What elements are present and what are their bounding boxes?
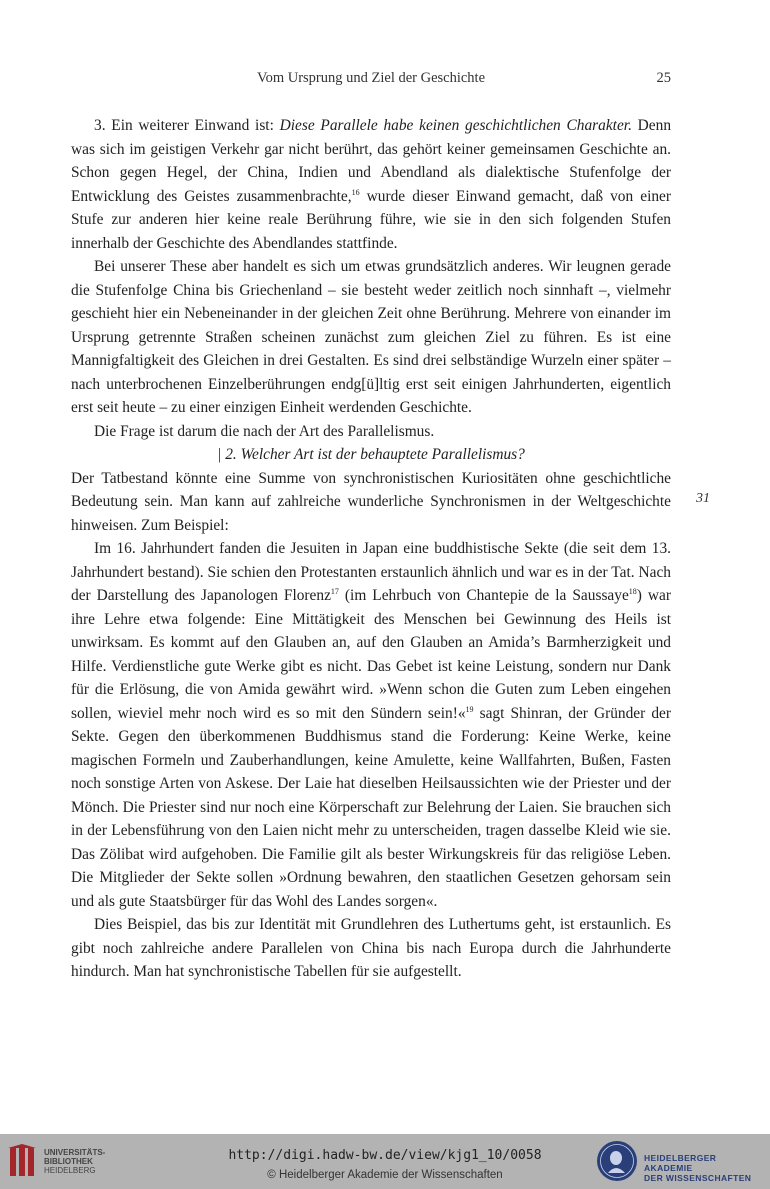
paragraph-text: sagt Shinran, der Gründer der Sekte. Gegen den überkommenen Buddhismus stand die Forderung: Keine Werke, keine magischen Formeln und Zauberhandlungen, keine Amulette, keine Wallfahrten, Bußen, Fasten noch sonstige Arten von Askese. Der Laie hat dieselben Heilsaussichten wie der Priester und der Mönch. Die Priester sind nur noch eine Körperschaft zur Belehrung der Laien. Sie brauchen sich in der Lebensführung von den Laien nicht mehr zu unterscheiden, tragen dasselbe Kleid wie sie. Das Zölibat wird aufgehoben. Die Familie gilt als bester Wirkungskreis für das religiöse Leben. Die Mitglieder der Sekte sollen »Ordnung bewahren, den staatlichen Gesetzen gehorsam sein und als gute Staatsbürger für das Wohl des Landes sorgen«. [71, 704, 671, 910]
paragraph-text: Denn was sich im geistigen Verkehr gar nicht berührt, das gehört keiner gemeinsamen Geschichte an. Schon gegen Hegel, der China, Indien und Abendland als dialektische Stufenfolge der Entwicklung des Geistes zusammenbrachte, [71, 117, 672, 205]
paragraph-example [71, 537, 671, 913]
paragraph-thesis: Bei unserer These aber handelt es sich um etwas grundsätzlich anderes. Wir leugnen gerade die Stufenfolge China bis Griechenland – sie besteht weder zeitlich noch sinnhaft –, vielmehr geschieht hier ein Nebeneinander in der gleichen Zeit ohne Berührung. Mehrere von einander im Ursprung getrennte Straßen scheinen zunächst zum gleichen Ziel zu führen. Es ist eine Mannigfaltigkeit des Gleichen in drei Gestalten. Es sind drei selbständige Wurzeln einer später – nach unterbrochenen Einzelberührungen endg[ü]ltig erst seit einigen Jahrhunderten, eigentlich erst seit heute – zu einer einzigen Einheit werdenden Geschichte. [71, 258, 671, 416]
paragraph-text: Im 16. Jahrhundert fanden die Jesuiten in Japan eine buddhistische Sekte (die seit dem 13. Jahrhundert bestand). Sie schien den Protestanten erstaunlich ähnlich und war es in der Tat. Nach der Darstellung des Japanologen Florenz [71, 540, 671, 604]
academy-logo-text [644, 1153, 766, 1183]
library-logo-line: HEIDELBERG [44, 1166, 96, 1175]
margin-page-reference: 31 [696, 491, 710, 506]
library-logo-line: BIBLIOTHEK [44, 1157, 93, 1166]
footnote-ref-17[interactable]: 17 [330, 587, 339, 596]
copyright-notice: © Heidelberger Akademie der Wissenschaften [267, 1169, 503, 1181]
academy-seal-icon [596, 1140, 638, 1182]
footnote-ref-16[interactable]: 16 [351, 187, 360, 197]
footnote-ref-19[interactable]: 19 [465, 704, 474, 714]
library-logo-line: UNIVERSITÄTS- [44, 1148, 106, 1157]
footer-bar [0, 1134, 770, 1189]
emphasized-thesis: Diese Parallele habe keinen geschichtlichen Charakter. [279, 117, 632, 134]
running-head [71, 70, 671, 90]
permalink-url[interactable]: http://digi.hadw-bw.de/view/kjg1_10/0058 [228, 1148, 542, 1163]
paragraph-text: wurde dieser Einwand gemacht, daß von einer Stufe zur anderen hier keine reale Berührung führe, wie sie in den sich folgenden Stufen innerhalb der Geschichte des Abendlandes stattfinde. [71, 187, 671, 252]
paragraph-text: ) war ihre Lehre etwa folgende: Eine Mittätigkeit des Menschen bei Gewinnung des Heils ist unwirksam. Es kommt auf den Glauben an, auf den Glauben an Amida’s Barmherzigkeit und Hilfe. Verdienstliche gute Werke gibt es nicht. Das Gebet ist keine Leistung, sondern nur Dank für die Erlösung, die von Amida gewährt wird. »Wenn schon die Guten zum Leben eingehen sollen, wieviel mehr noch wird es so mit den Sündern sein!« [71, 587, 671, 722]
section-heading: | 2. Welcher Art ist der behauptete Parallelismus? [217, 446, 525, 463]
academy-logo[interactable] [596, 1140, 766, 1184]
academy-logo-line: HEIDELBERGER AKADEMIE [644, 1153, 717, 1173]
paragraph-synchronisms: Der Tatbestand könnte eine Summe von synchronistischen Kuriositäten ohne geschichtliche Bedeutung sein. Man kann auf zahlreiche wunderliche Synchronismen in der Weltgeschichte hinweisen. Zum Beispiel: [71, 469, 671, 534]
main-text [71, 114, 671, 984]
paragraph-conclusion: Dies Beispiel, das bis zur Identität mit Grundlehren des Luthertums geht, ist erstaunlich. Es gibt noch zahlreiche andere Parallelen von China bis nach Europa durch die Jahrhunderte hindurch. Man hat synchronistische Tabellen für sie aufgestellt. [71, 916, 671, 980]
paragraph-text: (im Lehrbuch von Chantepie de la Saussaye [338, 587, 629, 604]
footnote-ref-18[interactable]: 18 [628, 587, 637, 596]
paragraph-question: Die Frage ist darum die nach der Art des Parallelismus. [94, 422, 435, 440]
paragraph-text: 3. Ein weiterer Einwand ist: [94, 117, 280, 134]
running-title: Vom Ursprung und Ziel der Geschichte [256, 70, 486, 86]
academy-logo-line: DER WISSENSCHAFTEN [644, 1173, 752, 1183]
page-number: 25 [656, 70, 671, 86]
paragraph-objection [71, 114, 671, 255]
